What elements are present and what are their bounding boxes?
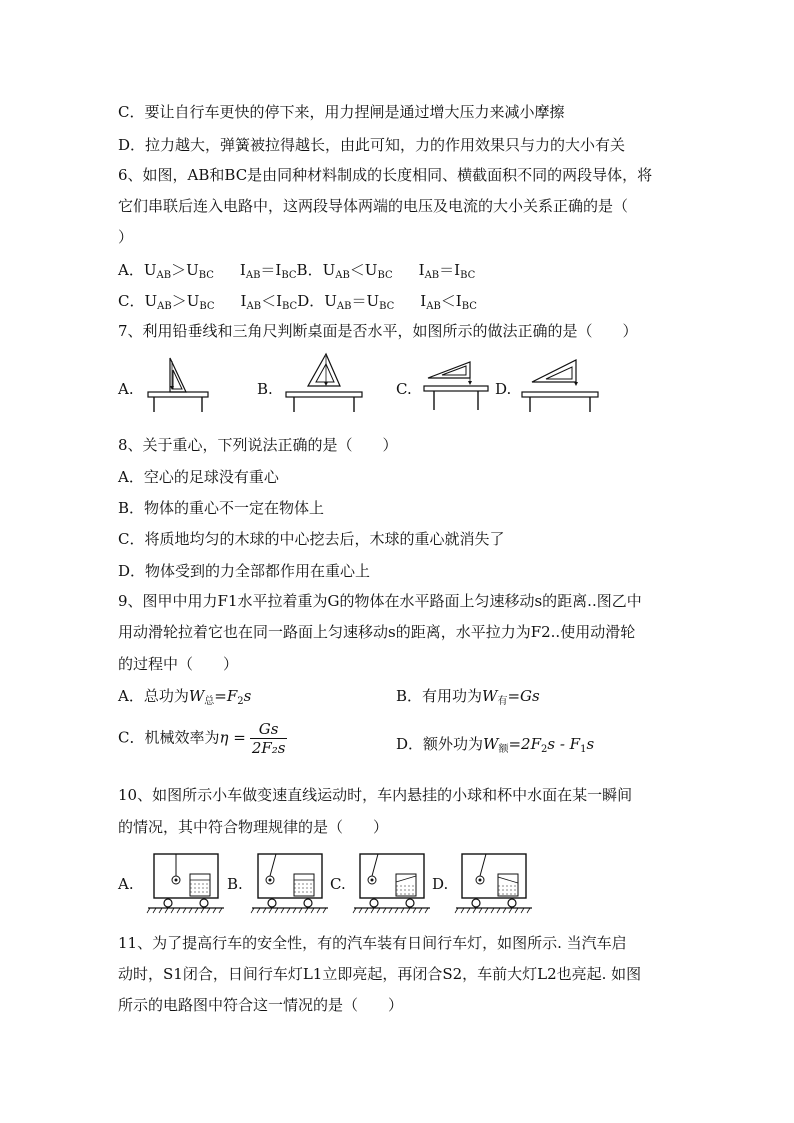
q7-label-a: A. (118, 380, 134, 398)
q7-label-d: D. (495, 380, 512, 398)
question-9-option-a: A．总功为$W_总=F_2s$ (118, 687, 252, 707)
q7-figure-a (142, 352, 214, 416)
q7-figure-b (282, 350, 366, 416)
q10-figure-c (352, 850, 432, 916)
question-6-line2: 它们串联后连入电路中，这两段导体两端的电压及电流的大小关系正确的是（ (118, 197, 629, 215)
q7-label-c: C. (396, 380, 412, 398)
q10-figure-a (146, 850, 226, 916)
question-8-option-d: D．物体受到的力全部都作用在重心上 (118, 562, 371, 580)
question-6-line1: 6、如图，AB和BC是由同种材料制成的长度相同、横截面积不同的两段导体，将 (118, 166, 653, 184)
question-7: 7、利用铅垂线和三角尺判断桌面是否水平，如图所示的做法正确的是（ ） (118, 322, 638, 340)
q10-label-d: D. (432, 875, 449, 893)
q7-figure-c (420, 352, 492, 416)
option-d-prev: D．拉力越大，弹簧被拉得越长，由此可知，力的作用效果只与力的大小有关 (118, 136, 626, 154)
q10-label-c: C. (330, 875, 346, 893)
q10-label-a: A. (118, 875, 134, 893)
question-10-line1: 10、如图所示小车做变速直线运动时，车内悬挂的小球和杯中水面在某一瞬间 (118, 786, 633, 804)
question-9-line2: 用动滑轮拉着它也在同一路面上匀速移动s的距离，水平拉力为F2..使用动滑轮 (118, 623, 636, 641)
q10-figure-d (454, 850, 534, 916)
question-6-options-cd: C．$U_{AB}>U_{BC}$ $I_{AB}<I_{BC}D$．$U_{AB}=U_{BC}$ $I_{AB}<I_{BC}$ (118, 292, 477, 312)
q7-label-b: B. (257, 380, 273, 398)
question-9-option-d: D．额外功为$W_额=2F_2s - F_1s$ (396, 735, 595, 755)
q7-figure-d (518, 352, 602, 416)
option-c-prev: C．要让自行车更快的停下来，用力捏闸是通过增大压力来减小摩擦 (118, 103, 565, 121)
question-9-line1: 9、图甲中用力F1水平拉着重为G的物体在水平路面上匀速移动s的距离..图乙中 (118, 592, 642, 610)
question-8-option-a: A．空心的足球没有重心 (118, 468, 279, 486)
efficiency-fraction: $\frac{Gs}{\text{2F₂s}}$ (251, 720, 286, 757)
question-9-option-b: B．有用功为$W_有=Gs$ (396, 687, 540, 707)
question-11-line2: 动时，S1闭合，日间行车灯L1立即亮起，再闭合S2，车前大灯L2也亮起. 如图 (118, 965, 642, 983)
question-6-line3: ） (118, 228, 134, 246)
question-9-option-c: C．机械效率为η = $\frac{Gs}{\text{2F₂s}}$ (118, 720, 286, 757)
question-9-line3: 的过程中（ ） (118, 655, 239, 673)
question-8-option-b: B．物体的重心不一定在物体上 (118, 499, 325, 517)
question-8: 8、关于重心，下列说法正确的是（ ） (118, 436, 398, 454)
q10-label-b: B. (227, 875, 243, 893)
question-11-line3: 所示的电路图中符合这一情况的是（ ） (118, 996, 404, 1014)
question-6-options-ab: A．$U_{AB}>U_{BC}$ $I_{AB}=I_{BC}B$．$U_{AB}<U_{BC}$ $I_{AB}=I_{BC}$ (118, 261, 476, 281)
question-11-line1: 11、为了提高行车的安全性，有的汽车装有日间行车灯，如图所示. 当汽车启 (118, 934, 627, 952)
q10-figure-b (250, 850, 330, 916)
question-10-line2: 的情况，其中符合物理规律的是（ ） (118, 818, 389, 836)
question-8-option-c: C．将质地均匀的木球的中心挖去后，木球的重心就消失了 (118, 530, 505, 548)
